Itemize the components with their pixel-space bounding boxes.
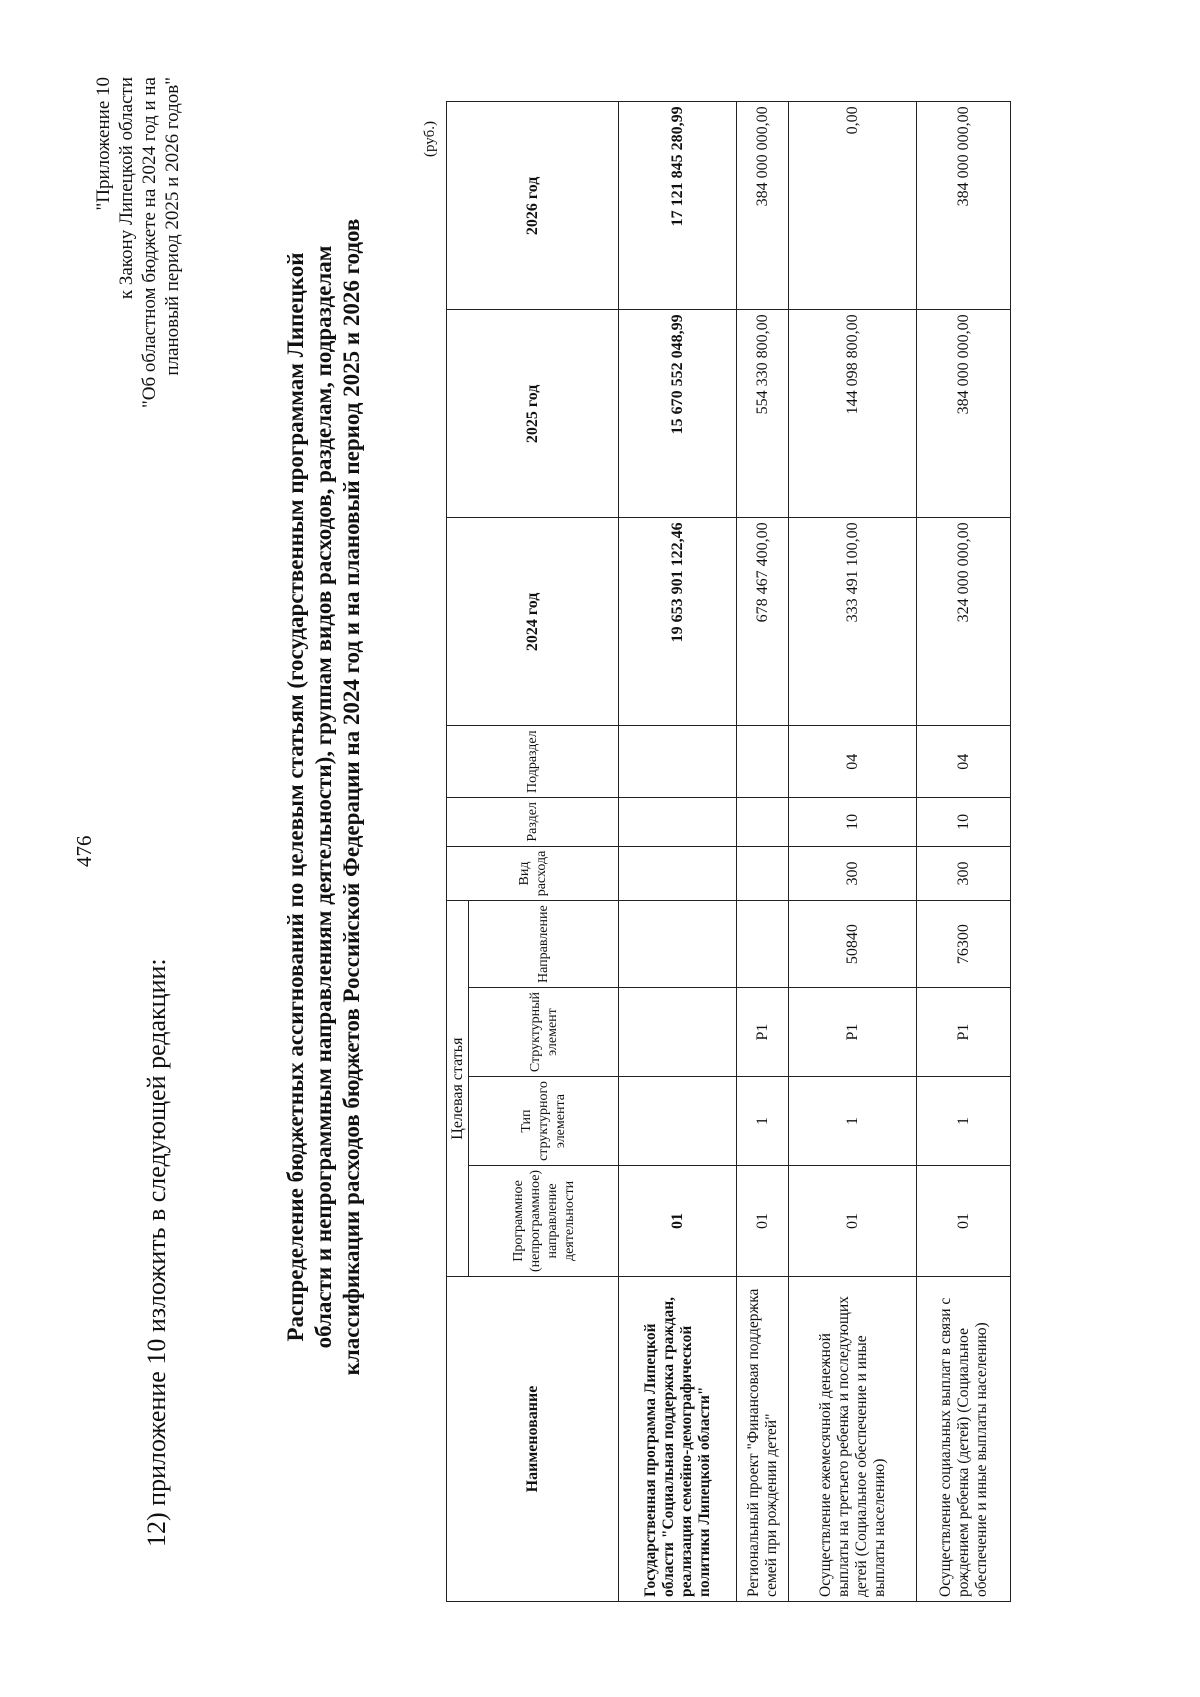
header-target-article: Целевая статья bbox=[447, 901, 469, 1277]
row-amount-2024: 19 653 901 122,46 bbox=[619, 518, 737, 726]
row-direction: 50840 bbox=[789, 901, 917, 988]
unit-label: (руб.) bbox=[422, 121, 438, 157]
row-amount-2024: 678 467 400,00 bbox=[737, 518, 789, 726]
header-structural-element: Структурный элемент bbox=[469, 987, 619, 1076]
appendix-line: "Приложение 10 bbox=[93, 77, 114, 211]
row-name: Осуществление социальных выплат в связи с рождением ребенка (детей) (Социальное обеспечение и иные выплаты населению) bbox=[917, 1277, 1011, 1602]
row-program: 01 bbox=[737, 1165, 789, 1276]
budget-table bbox=[446, 101, 1011, 1602]
row-subsection bbox=[619, 726, 737, 798]
header-year-2025: 2025 год bbox=[447, 310, 619, 518]
title-line: классификации расходов бюджетов Российской Федерации на 2024 год и на плановый период 2025 и 2026 годов bbox=[339, 218, 364, 1376]
row-section bbox=[737, 798, 789, 847]
table-row bbox=[737, 102, 789, 1602]
row-section bbox=[619, 798, 737, 847]
header-expense-type: Вид расхода bbox=[447, 846, 619, 901]
row-expense bbox=[619, 846, 737, 901]
row-name: Региональный проект "Финансовая поддержка семей при рождении детей" bbox=[737, 1277, 789, 1602]
header-element-type: Тип структурного элемента bbox=[469, 1077, 619, 1166]
row-program: 01 bbox=[789, 1165, 917, 1276]
row-subsection: 04 bbox=[917, 726, 1011, 798]
row-name: Государственная программа Липецкой области "Социальная поддержка граждан, реализация семейно-демографической политики Липецкой области" bbox=[619, 1277, 737, 1602]
row-program: 01 bbox=[917, 1165, 1011, 1276]
row-element: P1 bbox=[789, 987, 917, 1076]
title-line: области и непрограммным направлениям деятельности), группам видов расходов, разделам, подразделам bbox=[311, 245, 336, 1349]
row-section: 10 bbox=[917, 798, 1011, 847]
row-amount-2025: 384 000 000,00 bbox=[917, 310, 1011, 518]
row-expense: 300 bbox=[789, 846, 917, 901]
document-title bbox=[282, 122, 366, 1472]
header-subsection: Подраздел bbox=[447, 726, 619, 798]
header-section: Раздел bbox=[447, 798, 619, 847]
row-type bbox=[619, 1077, 737, 1166]
row-direction bbox=[737, 901, 789, 988]
row-amount-2024: 333 491 100,00 bbox=[789, 518, 917, 726]
appendix-line: плановый период 2025 и 2026 годов" bbox=[162, 77, 183, 376]
appendix-line: "Об областном бюджете на 2024 год и на bbox=[139, 77, 160, 408]
row-direction bbox=[619, 901, 737, 988]
row-element: P1 bbox=[917, 987, 1011, 1076]
intro-text: 12) приложение 10 изложить в следующей редакции: bbox=[142, 958, 171, 1547]
row-section: 10 bbox=[789, 798, 917, 847]
header-program-direction: Программное (непрограммное) направление деятельности bbox=[469, 1165, 619, 1276]
header-year-2026: 2026 год bbox=[447, 102, 619, 310]
header-year-2024: 2024 год bbox=[447, 518, 619, 726]
table-row bbox=[789, 102, 917, 1602]
title-line: Распределение бюджетных ассигнований по целевым статьям (государственным программам Липецкой bbox=[283, 252, 308, 1342]
table-row bbox=[917, 102, 1011, 1602]
row-type: 1 bbox=[917, 1077, 1011, 1166]
row-amount-2026: 384 000 000,00 bbox=[737, 102, 789, 310]
header-name: Наименование bbox=[447, 1277, 619, 1602]
row-amount-2024: 324 000 000,00 bbox=[917, 518, 1011, 726]
row-type: 1 bbox=[737, 1077, 789, 1166]
row-amount-2025: 554 330 800,00 bbox=[737, 310, 789, 518]
table-header-row bbox=[447, 102, 469, 1602]
row-expense bbox=[737, 846, 789, 901]
page-number: 476 bbox=[72, 835, 96, 867]
table-row bbox=[619, 102, 737, 1602]
row-amount-2025: 144 098 800,00 bbox=[789, 310, 917, 518]
appendix-line: к Закону Липецкой области bbox=[116, 77, 137, 300]
header-direction: Направление bbox=[469, 901, 619, 988]
row-name: Осуществление ежемесячной денежной выплаты на третьего ребенка и последующих детей (Социальное обеспечение и иные выплаты населению) bbox=[789, 1277, 917, 1602]
row-program: 01 bbox=[619, 1165, 737, 1276]
appendix-header bbox=[92, 77, 184, 717]
row-subsection bbox=[737, 726, 789, 798]
row-amount-2026: 17 121 845 280,99 bbox=[619, 102, 737, 310]
row-element: P1 bbox=[737, 987, 789, 1076]
row-amount-2026: 0,00 bbox=[789, 102, 917, 310]
row-amount-2025: 15 670 552 048,99 bbox=[619, 310, 737, 518]
row-element bbox=[619, 987, 737, 1076]
row-type: 1 bbox=[789, 1077, 917, 1166]
row-subsection: 04 bbox=[789, 726, 917, 798]
row-direction: 76300 bbox=[917, 901, 1011, 988]
row-expense: 300 bbox=[917, 846, 1011, 901]
row-amount-2026: 384 000 000,00 bbox=[917, 102, 1011, 310]
